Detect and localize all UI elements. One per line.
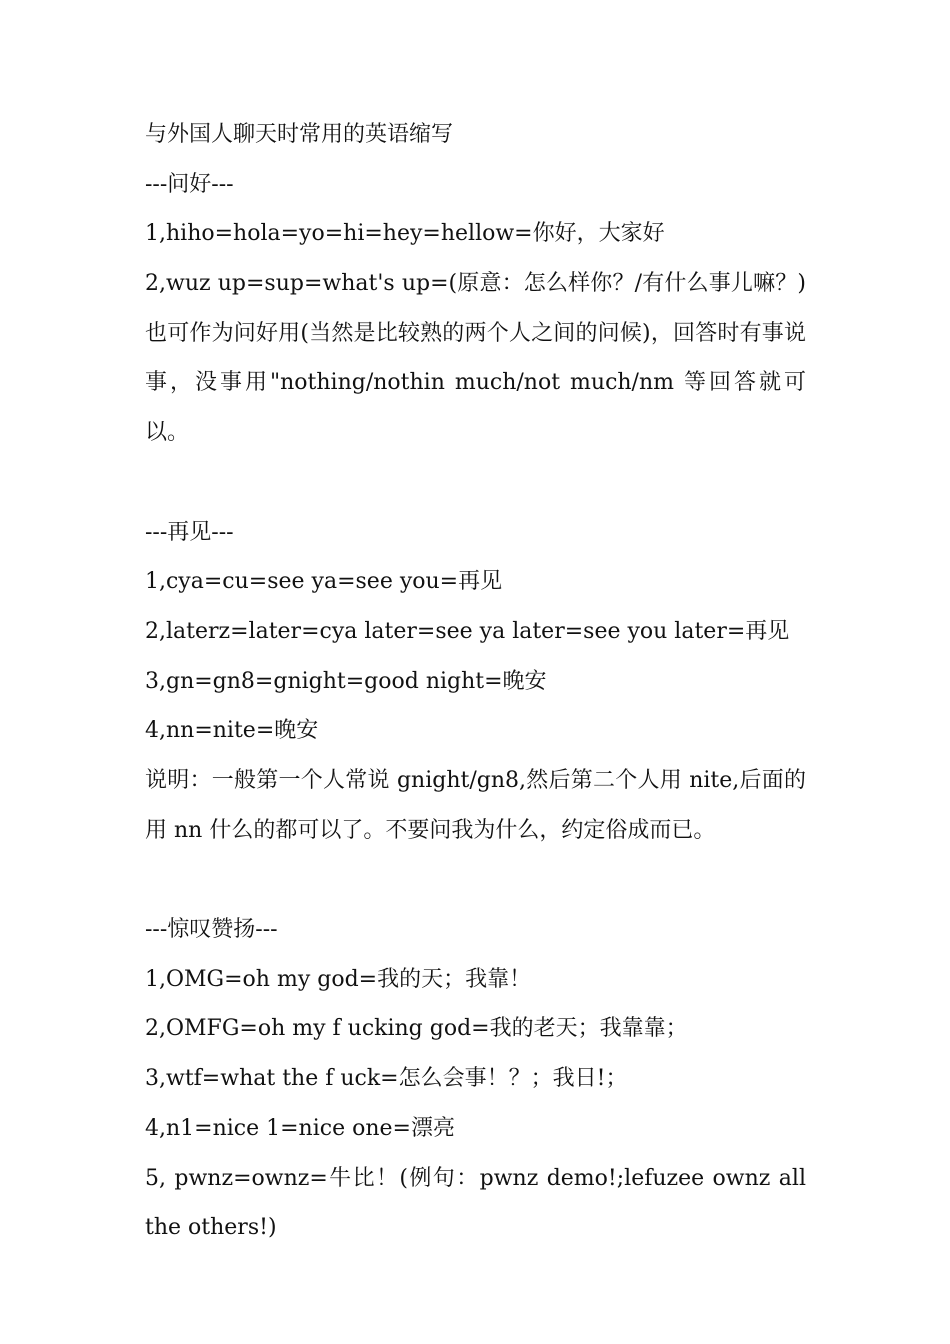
greeting-item-1: 1,hiho=hola=yo=hi=hey=hellow=你好，大家好	[145, 221, 665, 247]
section-heading-exclamations: ---惊叹赞扬---	[145, 917, 278, 943]
document-title: 与外国人聊天时常用的英语缩写	[145, 122, 454, 147]
section-heading-greetings: ---问好---	[145, 171, 234, 197]
goodbye-item-3: 3,gn=gn8=gnight=good night=晚安	[145, 668, 547, 694]
goodbye-note: 说明：一般第一个人常说 gnight/gn8,然后第二个人用 nite,后面的用 nn 什么的都可以了。不要问我为什么，约定俗成而已。	[145, 768, 806, 843]
document-body	[145, 110, 806, 1253]
goodbye-item-2: 2,laterz=later=cya later=see ya later=see you later=再见	[145, 618, 790, 644]
exclamation-item-4: 4,n1=nice 1=nice one=漂亮	[145, 1115, 455, 1141]
exclamation-item-1: 1,OMG=oh my god=我的天；我靠！	[145, 966, 532, 992]
exclamation-item-5: 5, pwnz=ownz=牛比！(例句：pwnz demo!;lefuzee ownz all the others!)	[145, 1165, 806, 1241]
exclamation-item-2: 2,OMFG=oh my f ucking god=我的老天；我靠靠；	[145, 1016, 688, 1042]
blank-line	[145, 855, 806, 905]
goodbye-item-4: 4,nn=nite=晚安	[145, 718, 319, 744]
section-heading-goodbye: ---再见---	[145, 519, 234, 545]
blank-line	[145, 458, 806, 508]
exclamation-item-3: 3,wtf=what the f uck=怎么会事！？；我日!；	[145, 1066, 628, 1092]
greeting-item-2: 2,wuz up=sup=what's up=(原意：怎么样你？/有什么事儿嘛？)也可作为问好用(当然是比较熟的两个人之间的问候)，回答时有事说事，没事用"nothing/nothin much/not much/nm 等回答就可以。	[145, 271, 806, 446]
goodbye-item-1: 1,cya=cu=see ya=see you=再见	[145, 569, 503, 595]
